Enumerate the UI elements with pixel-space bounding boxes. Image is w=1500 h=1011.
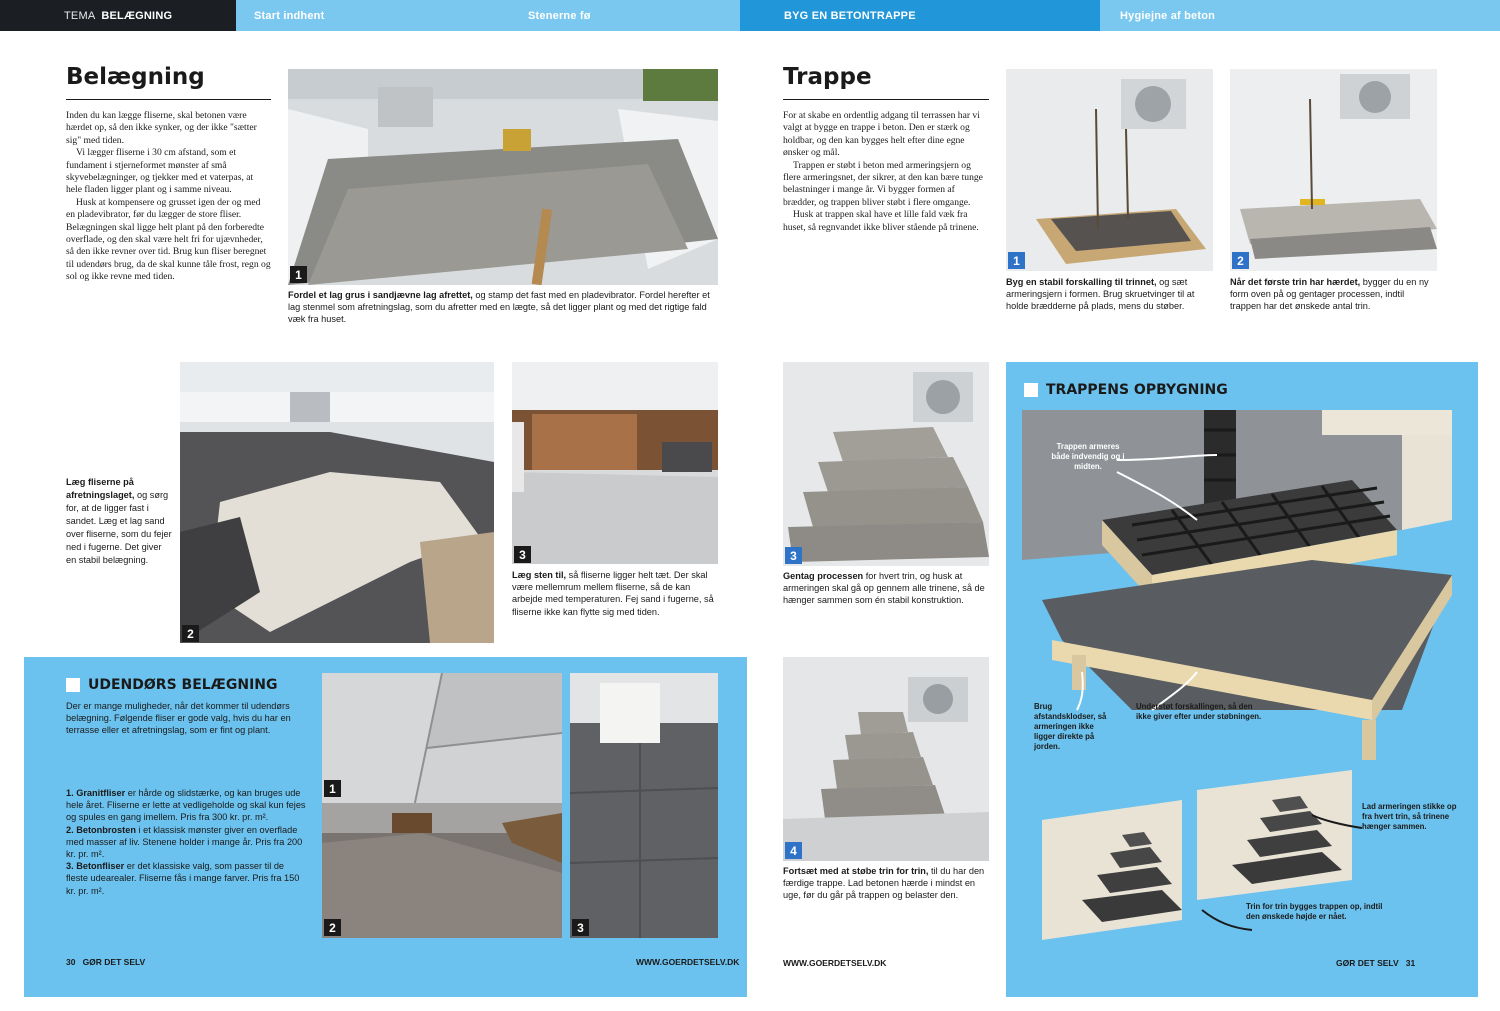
photo-step-formwork [1006,69,1213,271]
photo-number-badge: 1 [324,780,341,797]
caption-bold: Fordel et lag grus i sandjævne lag afrettet, [288,290,473,300]
magazine-name: GØR DET SELV [1336,958,1399,968]
step1-caption [1006,276,1213,313]
footer-left [66,957,145,967]
tab-start[interactable]: Start indhent [236,0,488,31]
right-body [783,110,989,234]
caption-text: for hvert trin, og husk at armeringen skal gå op gennem alle trinene, så de hænger sammen som én stabil konstruktion. [783,571,985,606]
caption-bold: Læg sten til, [512,570,567,580]
caption-bold: Byg en stabil forskalling til trinnet, [1006,277,1157,287]
callout-support: Understøt forskallingen, så den ikke giver efter under støbningen. [1136,702,1262,721]
title-rule [783,99,989,100]
photo-number-badge: 3 [572,919,589,936]
callout-spacers: Brug afstandsklodser, så armeringen ikke ligger direkte på jorden. [1034,702,1107,751]
right-body-para: Husk at trappen skal have et lille fald væk fra huset, så regnvandet ikke bliver stående på trinene. [783,209,979,233]
photo3-caption [512,569,718,618]
item-bold: 1. Granitfliser [66,788,126,798]
item-text: er det klassiske valg, som passer til de fleste udearealer. Fliserne fås i mange farver. Pris fra 150 kr. pr. m². [66,861,300,896]
step4-caption [783,865,989,902]
tab-stairs[interactable]: BYG EN BETONTRAPPE [740,0,1100,31]
photo-finished-patio [512,362,718,564]
item-bold: 3. Betonfliser [66,861,125,872]
photo-step-cast [1230,69,1437,271]
caption-bold: Fortsæt med at støbe trin for trin, [783,866,929,876]
box-title [66,677,278,693]
page-number: 31 [1405,958,1416,968]
stair-diagram [1022,410,1462,960]
caption-text: og sæt armeringsjern i formen. Brug skruetvinger til at holde brædderne på plads, mens du støber. [1006,277,1195,312]
photo-laying-tiles [180,362,494,643]
photo-cobblestones [322,803,562,938]
left-body-para: Inden du kan lægge fliserne, skal betonen være hærdet op, så den ikke synker, og der ikke "sætter sig" med tiden. [66,110,257,146]
left-body-para: Vi lægger fliserne i 30 cm afstand, som et fundament i stjerneformet mønster af små skyvebelægninger, og tjekker med et vaterpas, at hele fladen ligger plant og i samme niveau. [66,147,254,196]
photo-step-three [783,362,989,566]
footer-right [1336,958,1415,968]
outdoor-list [66,787,306,897]
right-body-para: For at skabe en ordentlig adgang til terrassen har vi valgt at bygge en trappe i beton. Den er stærk og holdbar, og den kan bygges helt efter dine egne ønsker og mål. [783,110,980,159]
step2-caption [1230,276,1437,313]
right-body-para: Trappen er støbt i beton med armeringsjern og flere armeringsnet, der sikrer, at den kan bære tunge belastninger i mange år. Vi bygger formen af brædder, og trappen bliver støbt i flere omgange. [783,159,983,208]
photo-number-badge: 3 [514,546,531,563]
caption-bold: Når det første trin har hærdet, [1230,277,1361,287]
list-item [66,824,306,861]
tab-theme-label: BELÆGNING [101,9,173,22]
step-number-badge: 4 [785,842,802,859]
stair-structure-box [1006,362,1478,997]
topbar [0,0,1500,31]
box-title-text: TRAPPENS OPBYGNING [1046,382,1228,398]
tab-stones[interactable]: Stenerne fø [488,0,740,31]
title-square-icon [66,678,80,692]
footer-url-right[interactable]: WWW.GOERDETSELV.DK [783,958,887,968]
left-body [66,110,271,284]
caption-bold: Gentag processen [783,571,864,581]
photo-concrete-base [288,69,718,285]
caption-bold: Læg fliserne på afretningslaget, [66,477,135,500]
step-number-badge: 3 [785,547,802,564]
caption-text: og stamp det fast med en pladevibrator. Fordel herefter et lag stenmel som afretningslag, som du afretter med en lægte, så det ligger plant og med det rigtige fald væk fra huset. [288,290,710,325]
tab-theme-prefix: TEMA [64,9,96,22]
caption-text: bygger du en ny form oven på og gentager processen, indtil trappen har det ønskede antal trin. [1230,277,1429,312]
page-title-belaegning: Belægning [66,64,205,90]
callout-build-up: Lad armeringen stikke op fra hvert trin, så trinene hænger sammen. [1362,802,1457,831]
page-title-trappe: Trappe [783,64,872,90]
outdoor-intro: Der er mange muligheder, når det kommer til udendørs belægning. Følgende fliser er gode valg, hvis du har en terrasse eller et afretningslag, som er fint og plant. [66,701,291,736]
tab-hygiene[interactable]: Hygiejne af beton [1100,0,1500,31]
outdoor-paving-box [24,657,747,997]
photo-granite-tiles [322,673,562,817]
photo1-caption [288,289,718,326]
magazine-name: GØR DET SELV [82,957,146,967]
photo-number-badge: 2 [182,625,199,642]
callout-rebar: Trappen armeres både indvendig og i midten. [1051,442,1125,471]
caption-text: så fliserne ligger helt tæt. Der skal være mellemrum mellem fliserne, så de kan arbejde med temperaturen. Fej sand i fugerne, så fliserne ikke kan flytte sig med tiden. [512,570,714,617]
step-number-badge: 2 [1232,252,1249,269]
photo-number-badge: 2 [324,919,341,936]
list-item [66,787,306,824]
item-text: i et klassisk mønster giver en overflade med masser af liv. Stenene holder i mange år. Pris fra 200 kr. pr. m². [66,824,303,860]
page-number: 30 [66,957,76,967]
footer-url-left[interactable]: WWW.GOERDETSELV.DK [636,957,740,967]
caption-text: og sørg for, at de ligger fast i sandet. Læg et lag sand over fliserne, som du fejer ned i fugerne. Det giver en stabil belægning. [66,490,172,565]
box-title [1024,382,1228,398]
photo-number-badge: 1 [290,266,307,283]
tab-theme[interactable] [0,0,236,31]
title-rule [66,99,271,100]
caption-text: til du har den færdige trappe. Lad betonen hærde i mindst en uge, før du går på trappen og belaster den. [783,866,985,901]
left-body-para: Husk at kompensere og grusset igen der og med en pladevibrator, før du lægger de store fliser. Belægningen skal ligge helt plant på den forberedte overflade, og den skal være helt fri for ujævnheder, så den ikke revner over tid. Brug kun fliser beregnet til udendørs brug, da de skal kunne tåle frost, regn og sol og ikke revne med tiden. [66,196,271,283]
step3-caption [783,570,989,607]
title-square-icon [1024,383,1038,397]
photo2-caption [66,476,174,567]
list-item [66,860,306,897]
box-title-text: UDENDØRS BELÆGNING [88,677,278,693]
callout-steps: Trin for trin bygges trappen op, indtil den ønskede højde er nået. [1246,902,1383,921]
photo-concrete-tiles [570,673,718,938]
item-text: er hårde og slidstærke, og kan bruges ude hele året. Fliserne er lette at vedligeholde og skal kun fejes og spules en gang imellem. Pris fra 300 kr. pr. m². [66,788,306,823]
item-bold: 2. Betonbrosten [66,824,136,835]
photo-step-finished [783,657,989,861]
step-number-badge: 1 [1008,252,1025,269]
